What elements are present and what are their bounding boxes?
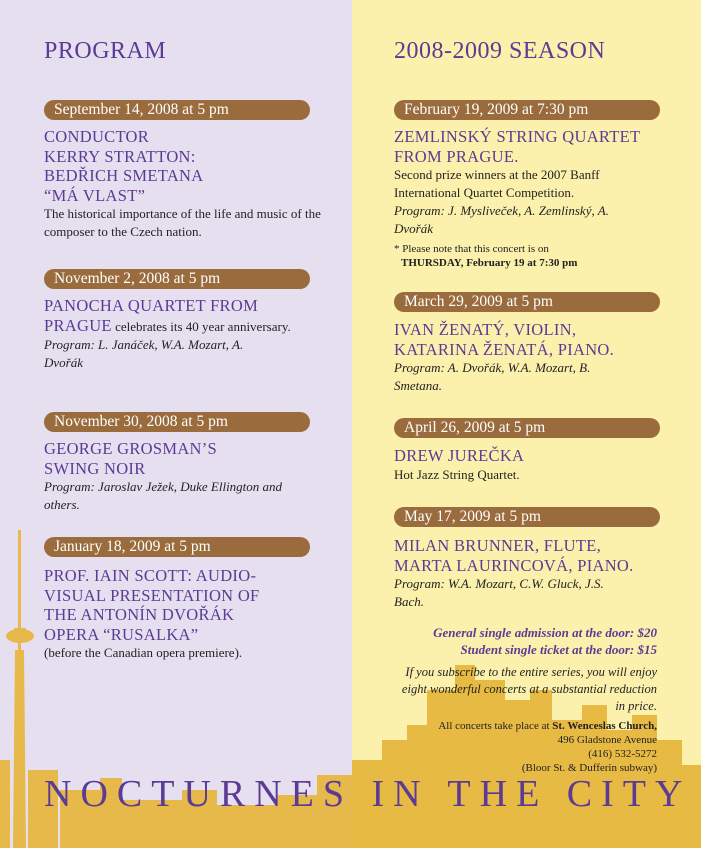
concert-entry [394,320,674,395]
concert-title-line: “MÁ VLAST” [44,185,146,205]
venue-prefix: All concerts take place at [438,720,553,732]
concert-title-line: FROM PRAGUE. [394,146,519,166]
concert-title-line: MARTA LAURINCOVÁ, PIANO. [394,555,634,575]
concert-title-line: DREW JUREČKA [394,446,525,465]
subscription-note: If you subscribe to the entire series, you will enjoy eight wonderful concerts at a substantial reduction in price. [401,665,657,713]
venue-name: St. Wenceslas Church, [552,720,657,732]
concert-title-line: SWING NOIR [44,458,146,478]
program-heading: PROGRAM [44,38,167,64]
series-title: NOCTURNES IN THE CITY [44,773,692,815]
concert-entry [394,446,674,484]
concert-date-pill: April 26, 2009 at 5 pm [394,418,660,438]
concert-program: Program: Jaroslav Ježek, Duke Ellington and others. [44,479,283,512]
concert-date-pill: November 2, 2008 at 5 pm [44,269,310,289]
concert-title-line: ZEMLINSKÝ STRING QUARTET [394,127,641,146]
concert-title-line: BEDŘICH SMETANA [44,166,204,185]
concert-title-line: PROF. IAIN SCOTT: AUDIO- [44,566,257,585]
venue-phone: (416) 532-5272 [588,748,657,760]
concert-entry [44,566,344,662]
concert-description: (before the Canadian opera premiere). [44,645,243,660]
season-heading: 2008-2009 SEASON [394,38,606,64]
concert-title-line: OPERA “RUSALKA” [44,624,199,644]
concert-title-line: VISUAL PRESENTATION OF [44,585,260,605]
concert-date-pill: January 18, 2009 at 5 pm [44,537,310,557]
concert-date-pill: May 17, 2009 at 5 pm [394,507,660,527]
concert-title-line: GEORGE GROSMAN’S [44,439,218,458]
ticket-prices [433,624,657,658]
concert-title-line: THE ANTONÍN DVOŘÁK [44,605,235,624]
concert-entry [394,127,674,270]
concert-program: Program: A. Dvořák, W.A. Mozart, B. Smetana. [394,360,591,393]
concert-note-text: * Please note that this concert is on [394,243,549,255]
concert-title-suffix: celebrates its 40 year anniversary. [111,318,291,334]
concert-date-pill: February 19, 2009 at 7:30 pm [394,100,660,120]
concert-title-line: PANOCHA QUARTET FROM [44,296,259,315]
student-ticket-price: Student single ticket at the door: $15 [460,642,657,657]
venue-transit: (Bloor St. & Dufferin subway) [521,762,657,774]
concert-program: Program: J. Mysliveček, A. Zemlinský, A. Dvořák [394,203,609,236]
concert-note-bold: THURSDAY, February 19 at 7:30 pm [401,257,578,269]
concert-description: The historical importance of the life and music of the composer to the Czech nation. [44,206,321,239]
concert-title-line: KATARINA ŽENATÁ, PIANO. [394,339,615,359]
concert-title-line: MILAN BRUNNER, FLUTE, [394,536,602,555]
general-admission-price: General single admission at the door: $20 [433,625,657,640]
concert-date-pill: September 14, 2008 at 5 pm [44,100,310,120]
venue-info [397,719,657,775]
concert-date-pill: November 30, 2008 at 5 pm [44,412,310,432]
concert-entry [44,439,304,514]
concert-program: Program: W.A. Mozart, C.W. Gluck, J.S. Bach. [394,576,604,609]
concert-description: Hot Jazz String Quartet. [394,466,520,482]
concert-entry [44,296,344,372]
concert-title-line: CONDUCTOR [44,127,150,146]
concert-date-pill: March 29, 2009 at 5 pm [394,292,660,312]
concert-description: Second prize winners at the 2007 Banff International Quartet Competition. [394,167,600,200]
concert-program: Program: L. Janáček, W.A. Mozart, A. Dvořák [44,336,244,370]
concert-entry [44,127,344,241]
concert-entry [394,536,674,611]
concert-title-line: KERRY STRATTON: [44,146,196,166]
concert-title-line: PRAGUE [44,315,112,335]
concert-note [394,242,674,270]
concert-title-line: IVAN ŽENATÝ, VIOLIN, [394,320,577,339]
venue-address: 496 Gladstone Avenue [557,734,657,746]
